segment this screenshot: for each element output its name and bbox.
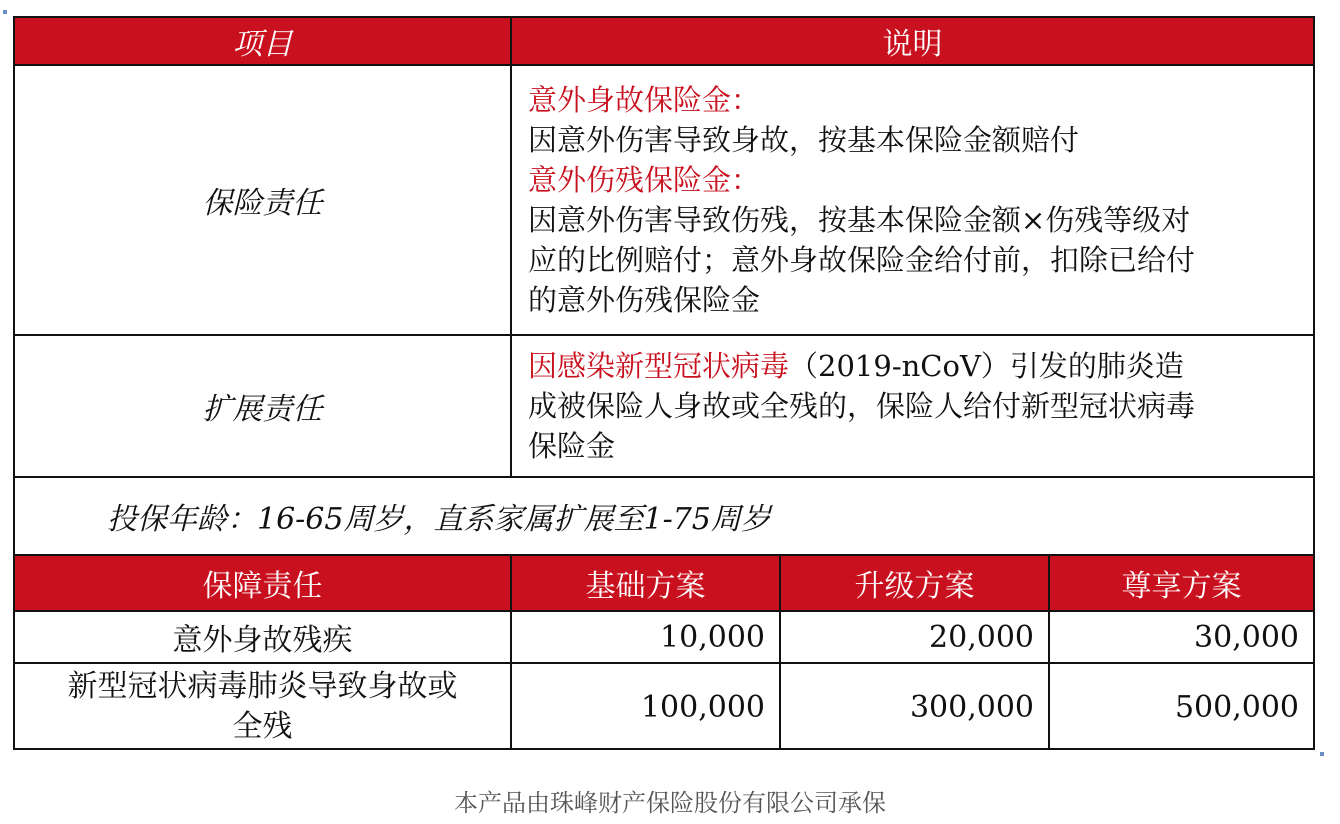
table1-header-desc: 说明: [510, 18, 1313, 64]
accident-coverage-name: 意外身故残疾: [172, 623, 353, 658]
extension-description: [510, 336, 1313, 476]
covid-red-text: 因感染新型冠状病毒: [528, 349, 790, 383]
covid-coverage-name-line1: 新型冠状病毒肺炎导致身故或: [67, 669, 458, 704]
table2-header-basic: 基础方案: [510, 556, 779, 610]
table2-header-row: [15, 556, 1313, 612]
table1-header-row: [15, 18, 1313, 66]
age-note-row: [15, 478, 1313, 556]
death-benefit-text: 因意外伤害导致身故，按基本保险金额赔付: [528, 123, 1080, 157]
covid-upgrade-value: 300,000: [779, 664, 1048, 750]
extension-item-label: 扩展责任: [202, 392, 323, 427]
covid-rest-text: （2019-nCoV）引发的肺炎造: [789, 349, 1184, 383]
table1-header-item: 项目: [232, 27, 293, 62]
table2-header-premium: 尊享方案: [1048, 556, 1313, 610]
corner-marker: [1320, 752, 1324, 756]
covid-premium-value: 500,000: [1048, 664, 1313, 750]
extension-line-1: [528, 346, 1184, 386]
accident-basic-value: 10,000: [510, 612, 779, 662]
accident-premium-value: 30,000: [1048, 612, 1313, 662]
underwriter-caption: 本产品由珠峰财产保险股份有限公司承保: [454, 789, 886, 817]
disability-benefit-title: 意外伤残保险金：: [528, 163, 761, 197]
covid-coverage-name-line2: 全残: [232, 709, 293, 744]
extension-line-3: 保险金: [528, 429, 616, 463]
coverage-item-label: 保险责任: [202, 186, 323, 221]
corner-marker: [3, 10, 7, 14]
table2-row-covid: [15, 664, 1313, 750]
coverage-description: [510, 66, 1313, 334]
covid-coverage-name: [15, 664, 510, 750]
table1-row-coverage: [15, 66, 1313, 336]
disability-benefit-text-3: 的意外伤残保险金: [528, 283, 761, 317]
covid-basic-value: 100,000: [510, 664, 779, 750]
table2-header-upgrade: 升级方案: [779, 556, 1048, 610]
disability-benefit-text-1: 因意外伤害导致伤残，按基本保险金额×伤残等级对: [528, 203, 1191, 237]
disability-benefit-text-2: 应的比例赔付；意外身故保险金给付前，扣除已给付: [528, 243, 1196, 277]
insurance-document: [13, 16, 1315, 750]
extension-line-2: 成被保险人身故或全残的，保险人给付新型冠状病毒: [528, 389, 1196, 423]
accident-upgrade-value: 20,000: [779, 612, 1048, 662]
age-note: 投保年龄：16-65周岁，直系家属扩展至1-75周岁: [107, 502, 771, 537]
death-benefit-title: 意外身故保险金：: [528, 83, 761, 117]
table1-row-extension: [15, 336, 1313, 478]
table2-header-coverage: 保障责任: [202, 569, 323, 604]
table2-row-accident: [15, 612, 1313, 664]
